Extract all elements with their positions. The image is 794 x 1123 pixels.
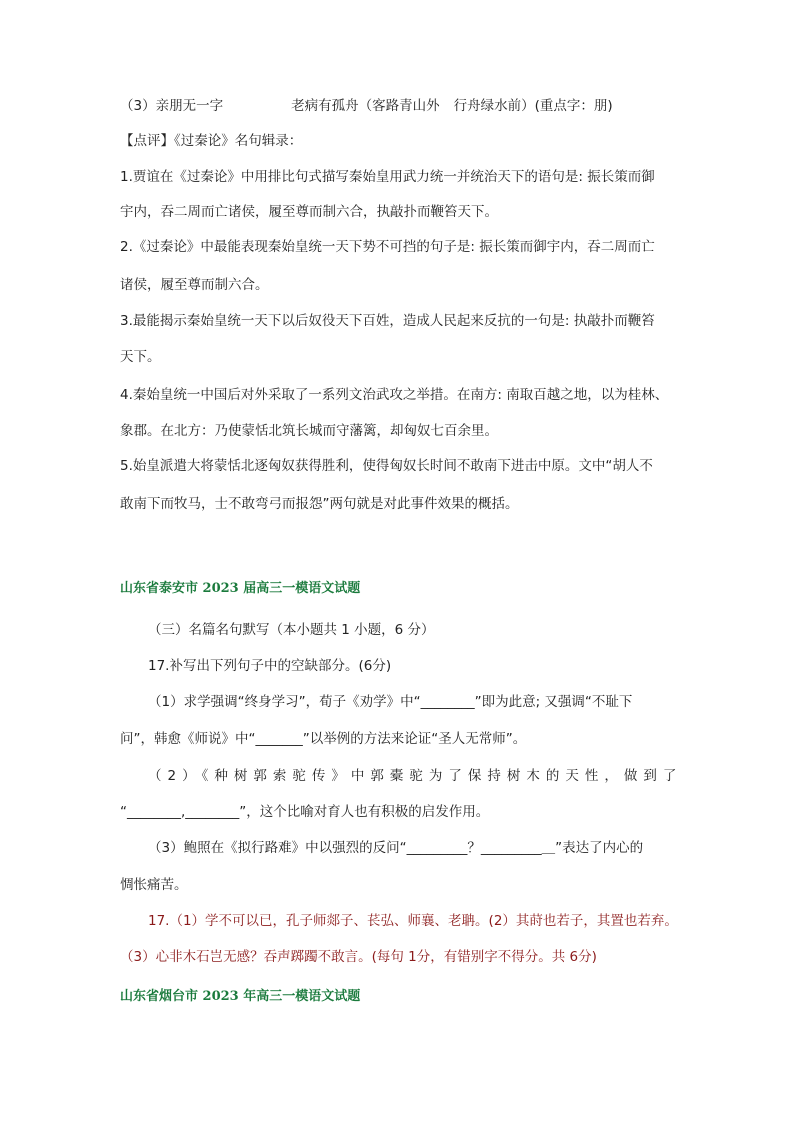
question-section-title: （三）名篇名句默写（本小题共 1 小题，6 分） [148, 622, 435, 638]
answer-part-b: 老病有孤舟（客路青山外 [291, 98, 440, 114]
text-line: 5.始皇派遣大将蒙恬北逐匈奴获得胜利，使得匈奴长时间不敢南下进击中原。文中“胡人不 [120, 458, 653, 474]
question-17-2: （2）《种树郭索驼传》中郭橐驼为了保持树木的天性，做到了 [148, 768, 683, 784]
question-17-3-cont: 惆怅痛苦。 [120, 877, 188, 893]
question-17-1: （1）求学强调“终身学习”，荀子《劝学》中“________”即为此意; 又强调“不耻下 [148, 694, 633, 710]
text-line: 敢南下而牧马，士不敢弯弓而报怨”两句就是对此事件效果的概括。 [120, 496, 519, 512]
text-line: 4.秦始皇统一中国后对外采取了一系列文治武攻之举措。在南方: 南取百越之地，以为桂林、 [120, 387, 669, 403]
text-line: 1.贾谊在《过秦论》中用排比句式描写秦始皇用武力统一并统治天下的语句是: 振长策而御 [120, 169, 655, 185]
answer-17-line-1: 17.（1）学不可以已，孔子师郯子、苌弘、师襄、老聃。(2）其莳也若子，其置也若弃。 [148, 913, 678, 929]
text-line: 象郡。在北方：乃使蒙恬北筑长城而守藩篱，却匈奴七百余里。 [120, 423, 498, 439]
text-line: 诸侯，履至尊而制六合。 [120, 277, 269, 293]
text-line: 2.《过秦论》中最能表现秦始皇统一天下势不可挡的句子是: 振长策而御宇内，吞二周而亡 [120, 239, 655, 255]
answer-17-line-2: （3）心非木石岂无感？吞声踯躅不敢言。(每句 1分，有错别字不得分。共 6分) [120, 949, 597, 965]
answer-part-a: （3）亲朋无一字 [120, 98, 224, 114]
answer-line-3 [120, 96, 613, 116]
question-17-2-cont: “________,________”，这个比喻对育人也有积极的启发作用。 [120, 804, 490, 820]
comment-heading: 【点评】《过秦论》名句辑录： [120, 133, 303, 149]
question-17-prompt: 17.补写出下列句子中的空缺部分。(6分) [148, 658, 392, 674]
text-line: 3.最能揭示秦始皇统一天下以后奴役天下百姓，造成人民起来反抗的一句是: 执敲扑而鞭笞 [120, 313, 655, 329]
question-17-3: （3）鲍照在《拟行路难》中以强烈的反问“_________？_________＿”表达了内心的 [148, 840, 644, 856]
section-title-yantai: 山东省烟台市 2023 年高三一模语文试题 [120, 989, 361, 1004]
text-line: 宇内，吞二周而亡诸侯，履至尊而制六合，执敲扑而鞭笞天下。 [120, 204, 498, 220]
answer-part-c: 行舟绿水前）(重点字：朋) [453, 98, 613, 114]
text-line: 天下。 [120, 349, 161, 365]
question-17-1-cont: 问”，韩愈《师说》中“_______”以举例的方法来论证“圣人无常师”。 [120, 731, 527, 747]
section-title-taian: 山东省泰安市 2023 届高三一模语文试题 [120, 581, 361, 596]
